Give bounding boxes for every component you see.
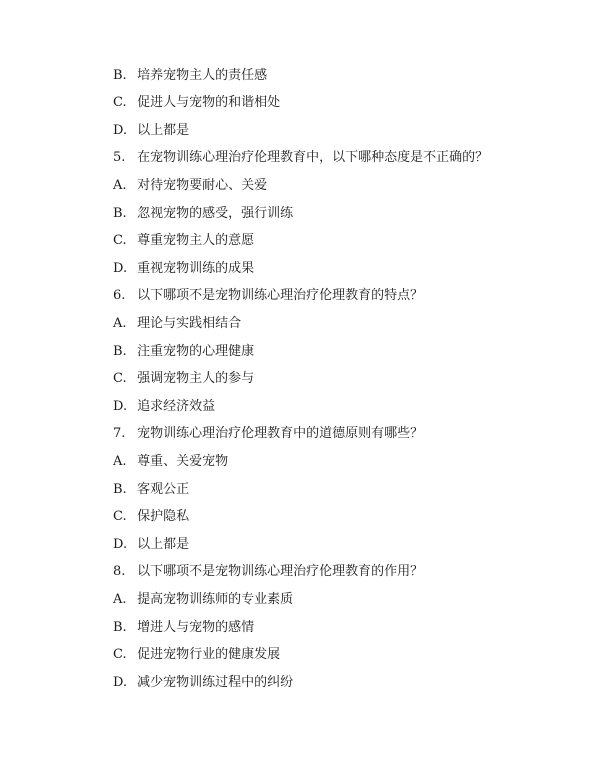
option-line [113,123,189,139]
option-label: B. [113,206,127,221]
option-label: C. [113,509,127,524]
option-label: B. [113,344,127,359]
question-text: 在宠物训练心理治疗伦理教育中，以下哪种态度是不正确的？ [137,150,489,165]
option-label: A. [113,454,127,469]
option-label: B. [113,482,127,497]
option-text: 减少宠物训练过程中的纠纷 [137,675,294,690]
option-text: 以上都是 [137,537,190,552]
option-line [113,371,254,387]
option-line [113,454,228,470]
option-line [113,647,280,663]
option-label: C. [113,233,127,248]
option-line [113,344,254,360]
option-line [113,316,241,332]
question-line [113,150,488,166]
option-label: D. [113,123,128,138]
option-line [113,261,254,277]
question-number: 5. [113,150,126,165]
question-number: 8. [113,564,126,579]
question-number: 7. [113,426,126,441]
question-number: 6. [113,288,126,303]
option-text: 注重宠物的心理健康 [137,344,255,359]
option-text: 忽视宠物的感受，强行训练 [137,206,294,221]
option-text: 对待宠物要耐心、关爱 [137,178,268,193]
option-text: 培养宠物主人的责任感 [137,68,268,83]
option-line [113,482,189,498]
option-line [113,206,293,222]
option-label: D. [113,261,128,276]
option-text: 提高宠物训练师的专业素质 [137,592,294,607]
option-text: 理论与实践相结合 [137,316,242,331]
option-line [113,233,254,249]
question-text: 宠物训练心理治疗伦理教育中的道德原则有哪些？ [137,426,424,441]
option-label: D. [113,399,128,414]
question-line [113,426,423,442]
option-label: B. [113,68,127,83]
option-line [113,95,280,111]
option-text: 尊重、关爱宠物 [137,454,229,469]
option-line [113,178,267,194]
option-text: 促进宠物行业的健康发展 [137,647,281,662]
option-label: D. [113,537,128,552]
question-text: 以下哪项不是宠物训练心理治疗伦理教育的作用？ [137,564,424,579]
option-line [113,592,293,608]
option-text: 增进人与宠物的感情 [137,620,255,635]
option-label: C. [113,647,127,662]
option-label: D. [113,675,128,690]
option-text: 保护隐私 [137,509,190,524]
option-text: 以上都是 [137,123,190,138]
option-text: 强调宠物主人的参与 [137,371,255,386]
option-text: 客观公正 [137,482,190,497]
option-line [113,537,189,553]
option-text: 促进人与宠物的和谐相处 [137,95,281,110]
option-label: A. [113,178,127,193]
question-line [113,564,423,580]
option-label: A. [113,316,127,331]
question-text: 以下哪项不是宠物训练心理治疗伦理教育的特点？ [137,288,424,303]
option-text: 追求经济效益 [137,399,216,414]
option-text: 尊重宠物主人的意愿 [137,233,255,248]
option-line [113,399,215,415]
option-label: C. [113,95,127,110]
question-line [113,288,423,304]
option-label: B. [113,620,127,635]
option-line [113,620,254,636]
option-text: 重视宠物训练的成果 [137,261,255,276]
option-line [113,509,189,525]
option-line [113,675,293,691]
option-line [113,68,267,84]
option-label: A. [113,592,127,607]
option-label: C. [113,371,127,386]
